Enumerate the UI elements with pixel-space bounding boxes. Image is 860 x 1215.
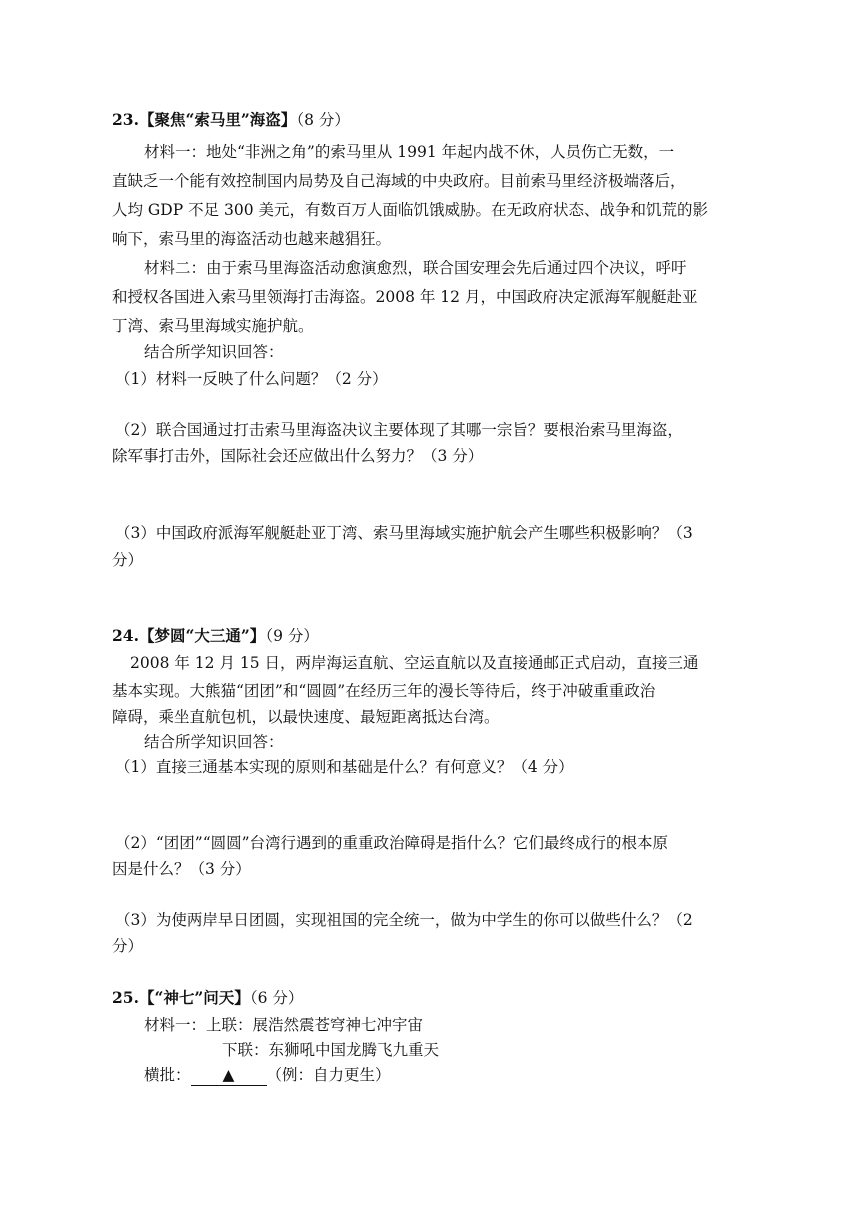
q24-points: （9 分）	[265, 627, 319, 645]
q23-number: 23.	[112, 110, 139, 129]
q24-prompt: 结合所学知识回答：	[144, 733, 284, 751]
q25-horizontal-label: 横批：	[144, 1066, 191, 1084]
q25-answer-blank: ▲	[191, 1065, 267, 1086]
q24-material-line: 障碍，乘坐直航包机，以最快速度、最短距离抵达台湾。	[112, 708, 500, 726]
q24-subquestion-3-line: 分）	[112, 937, 144, 955]
q23-subquestion-1: （1）材料一反映了什么问题？（2 分）	[115, 370, 388, 388]
q24-heading	[112, 626, 319, 646]
q23-material1-line: 直缺乏一个能有效控制国内局势及自己海域的中央政府。目前索马里经济极端落后，	[112, 172, 686, 190]
q24-material-line: 2008 年 12 月 15 日，两岸海运直航、空运直航以及直接通邮正式启动，直接三通	[130, 654, 699, 672]
q25-heading	[112, 988, 303, 1008]
q23-points: （8 分）	[296, 111, 350, 129]
q24-subquestion-1: （1）直接三通基本实现的原则和基础是什么？有何意义？（4 分）	[115, 758, 574, 776]
q23-material2-line: 丁湾、索马里海域实施护航。	[112, 317, 314, 335]
q23-subquestion-3-line: 分）	[112, 551, 144, 569]
q25-horizontal-scroll	[144, 1065, 391, 1086]
q24-subquestion-2-line: 因是什么？（3 分）	[112, 860, 251, 878]
q23-material2-line: 材料二：由于索马里海盗活动愈演愈烈，联合国安理会先后通过四个决议，呼吁	[144, 259, 687, 277]
q23-material1-line: 响下，索马里的海盗活动也越来越猖狂。	[112, 230, 392, 248]
q25-number: 25.	[112, 988, 139, 1007]
q23-subquestion-2-line: 除军事打击外，国际社会还应做出什么努力？（3 分）	[112, 447, 484, 465]
q25-couplet-lower: 下联：东狮吼中国龙腾飞九重天	[222, 1041, 440, 1059]
q25-title: 【“神七”问天】	[138, 988, 250, 1007]
q23-heading	[112, 110, 350, 130]
q23-material2-line: 和授权各国进入索马里领海打击海盗。2008 年 12 月，中国政府决定派海军舰艇赴亚	[112, 288, 698, 306]
q24-subquestion-3-line: （3）为使两岸早日团圆，实现祖国的完全统一，做为中学生的你可以做些什么？（2	[115, 911, 693, 929]
q24-subquestion-2-line: （2）“团团”“圆圆”台湾行遇到的重重政治障碍是指什么？它们最终成行的根本原	[115, 834, 669, 852]
q25-points: （6 分）	[249, 989, 304, 1007]
q23-material1-line: 人均 GDP 不足 300 美元，有数百万人面临饥饿威胁。在无政府状态、战争和饥荒的影	[112, 201, 709, 219]
q23-subquestion-2-line: （2）联合国通过打击索马里海盗决议主要体现了其哪一宗旨？要根治索马里海盗，	[115, 421, 683, 439]
q25-couplet-upper: 材料一：上联：展浩然震苍穹神七冲宇宙	[144, 1016, 424, 1034]
q23-material1-line: 材料一：地处“非洲之角”的索马里从 1991 年起内战不休，人员伤亡无数，一	[144, 143, 675, 161]
q23-prompt: 结合所学知识回答：	[144, 343, 284, 361]
q24-number: 24.	[112, 626, 139, 645]
q24-material-line: 基本实现。大熊猫“团团”和“圆圆”在经历三年的漫长等待后，终于冲破重重政治	[112, 682, 656, 700]
q23-subquestion-3-line: （3）中国政府派海军舰艇赴亚丁湾、索马里海域实施护航会产生哪些积极影响？（3	[115, 524, 693, 542]
q23-title: 【聚焦“索马里”海盗】	[138, 110, 297, 129]
q24-title: 【梦圆“大三通”】	[138, 626, 266, 645]
q25-example: （例：自力更生）	[266, 1066, 391, 1084]
